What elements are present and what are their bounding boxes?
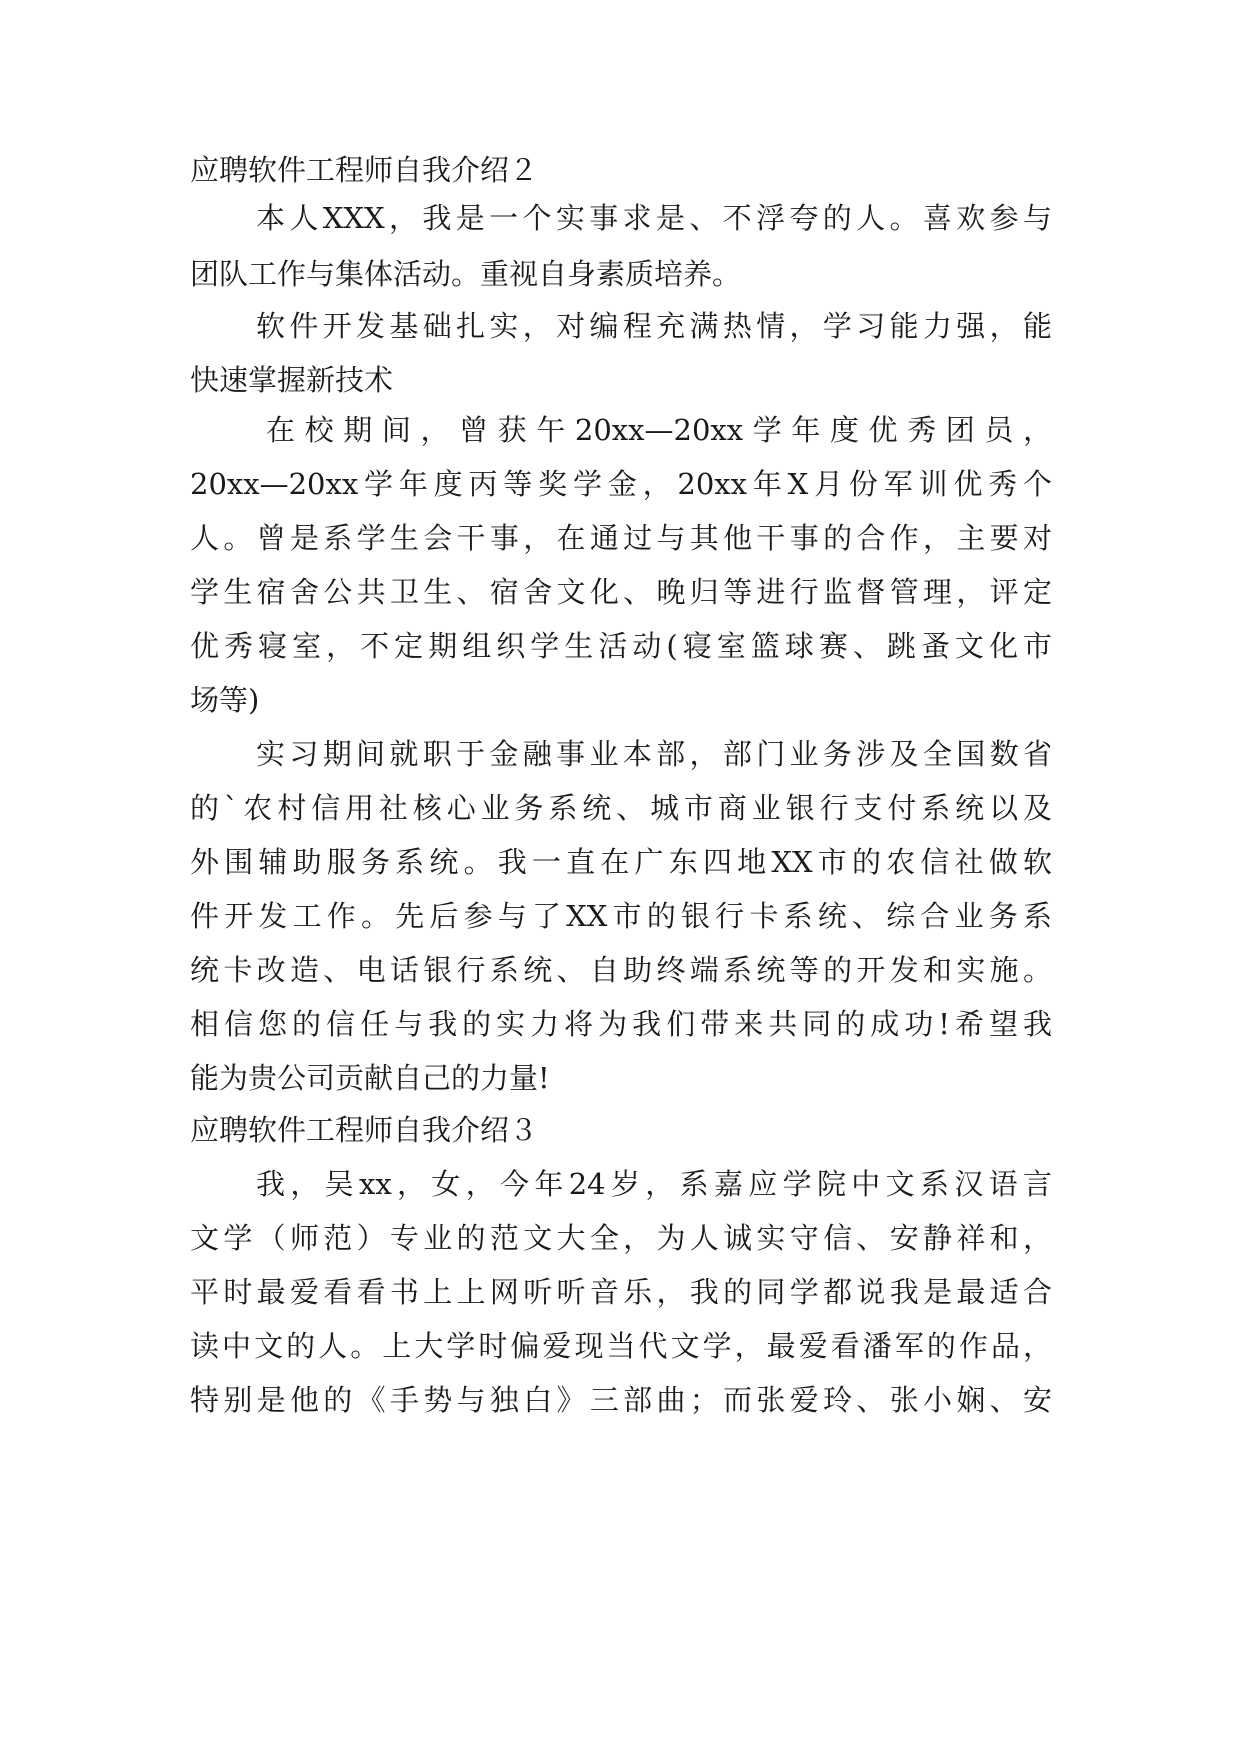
paragraph-line: 团队工作与集体活动。重视自身素质培养。 xyxy=(190,257,742,291)
paragraph-line: 20xx—20xx学年度丙等奖学金，20xx年X月份军训优秀个 xyxy=(190,467,1052,501)
paragraph-line: 文学（师范）专业的范文大全，为人诚实守信、安静祥和， xyxy=(190,1221,1052,1255)
paragraph-line: 软件开发基础扎实，对编程充满热情，学习能力强，能 xyxy=(256,309,1052,343)
paragraph-line: 特别是他的《手势与独白》三部曲；而张爱玲、张小娴、安 xyxy=(190,1383,1052,1417)
section-heading-2: 应聘软件工程师自我介绍２ xyxy=(190,153,539,187)
section-heading-3: 应聘软件工程师自我介绍３ xyxy=(190,1113,539,1147)
paragraph-line: 本人XXX，我是一个实事求是、不浮夸的人。喜欢参与 xyxy=(256,201,1052,235)
paragraph-line: 统卡改造、电话银行系统、自助终端系统等的开发和实施。 xyxy=(190,953,1052,987)
paragraph-line: 快速掌握新技术 xyxy=(190,363,394,397)
paragraph-line: 人。曾是系学生会干事，在通过与其他干事的合作，主要对 xyxy=(190,521,1052,555)
paragraph-line: 的`农村信用社核心业务系统、城市商业银行支付系统以及 xyxy=(190,791,1052,825)
paragraph-line: 读中文的人。上大学时偏爱现当代文学，最爱看潘军的作品， xyxy=(190,1329,1052,1363)
paragraph-line: 能为贵公司贡献自己的力量! xyxy=(190,1061,550,1095)
paragraph-line: 外围辅助服务系统。我一直在广东四地XX市的农信社做软 xyxy=(190,845,1052,879)
paragraph-line: 平时最爱看看书上上网听听音乐，我的同学都说我是最适合 xyxy=(190,1275,1052,1309)
paragraph-line: 我，吴xx，女，今年24岁，系嘉应学院中文系汉语言 xyxy=(256,1167,1052,1201)
paragraph-line: 在校期间，曾获午20xx—20xx学年度优秀团员， xyxy=(266,413,1052,447)
paragraph-line: 学生宿舍公共卫生、宿舍文化、晚归等进行监督管理，评定 xyxy=(190,575,1052,609)
paragraph-line: 优秀寝室，不定期组织学生活动(寝室篮球赛、跳蚤文化市 xyxy=(190,629,1052,663)
paragraph-line: 相信您的信任与我的实力将为我们带来共同的成功!希望我 xyxy=(190,1007,1052,1041)
paragraph-line: 实习期间就职于金融事业本部，部门业务涉及全国数省 xyxy=(256,737,1052,771)
paragraph-line: 件开发工作。先后参与了XX市的银行卡系统、综合业务系 xyxy=(190,899,1052,933)
paragraph-line: 场等) xyxy=(190,683,260,717)
